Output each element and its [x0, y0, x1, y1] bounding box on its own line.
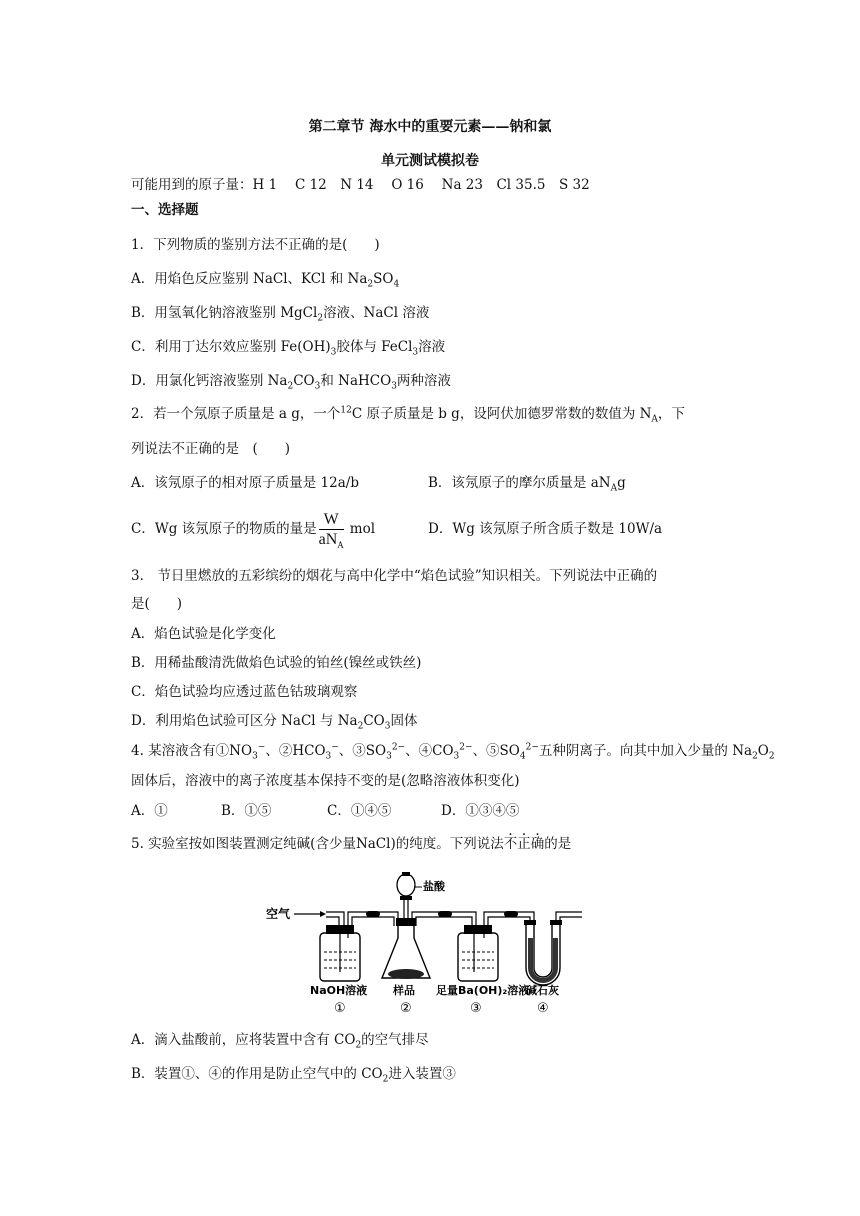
air-label: 空气: [266, 907, 291, 921]
num-4: ④: [537, 1001, 549, 1016]
q1-stem: 1．下列物质的鉴别方法不正确的是( ): [131, 237, 380, 253]
q1-option-c: C．利用丁达尔效应鉴别 $Fe(OH)_3$胶体与 FeCl$_3$溶液: [131, 339, 446, 358]
q2-option-c: C．Wg 该氖原子的物质的量是 $\frac{W}{aN_A}$ mol: [131, 511, 376, 551]
q4-option-c: C．①④⑤: [327, 803, 392, 819]
q4-stem-line1: 4. 某溶液含有$①NO_3^-$、$②HCO_3^-$、$③SO_3^{2-}$、$④CO_3^{2-}$、$⑤SO_4^{2-}$五种阴离子。向其中加入少量的 $Na_2O_2$: [131, 742, 775, 762]
fraction: $\frac{W}{aN_A}$: [318, 511, 344, 551]
q4-option-b: B．①⑤: [221, 803, 272, 819]
q2-option-b: B．该氖原子的摩尔质量是 $aN_Ag$: [428, 475, 626, 494]
q1-option-a: A．用焰色反应鉴别 NaCl、KCl 和 $Na_2SO_4$: [131, 271, 400, 290]
q3-stem-line1: 3． 节日里燃放的五彩缤纷的烟花与高中化学中“焰色试验”知识相关。下列说法中正确的: [131, 568, 658, 584]
q2-option-d: D．Wg 该氖原子所含质子数是 10W/a: [428, 521, 663, 537]
q3-option-a: A．焰色试验是化学变化: [131, 626, 276, 642]
q3-option-c: C．焰色试验均应透过蓝色钴玻璃观察: [131, 684, 358, 700]
hcl-label: 盐酸: [423, 880, 445, 893]
emphasis-char: 不: [503, 836, 518, 852]
q4-stem-line2: 固体后，溶液中的离子浓度基本保持不变的是(忽略溶液体积变化): [131, 773, 520, 789]
q2-option-a: A．该氖原子的相对原子质量是 12a/b: [131, 475, 359, 491]
atomic-masses: 可能用到的原子量：H 1 C 12 N 14 O 16 Na 23 Cl 35.5 S 32: [131, 177, 590, 193]
q3-option-b: B．用稀盐酸清洗做焰色试验的铂丝(镍丝或铁丝): [131, 655, 422, 671]
label-baoh2: 足量Ba(OH)₂溶液: [436, 984, 530, 997]
q3-option-d: D．利用焰色试验可区分 NaCl 与 $Na_2CO_3$固体: [131, 713, 418, 732]
num-2: ②: [400, 1001, 412, 1016]
q4-option-d: D．①③④⑤: [441, 803, 520, 819]
q3-stem-line2: 是( ): [131, 596, 183, 612]
label-soda-lime: 碱石灰: [526, 984, 559, 997]
emphasis-char: 确: [530, 836, 545, 852]
u-tube-soda-lime: [524, 920, 562, 985]
q5-option-b: B．装置①、④的作用是防止空气中的 $CO_2$进入装置③: [131, 1066, 456, 1085]
section-heading: 一、选择题: [131, 202, 199, 218]
bottle-naoh: [320, 925, 360, 981]
q2-stem-line1: 2．若一个氖原子质量是 a g，一个$^{12}$C 原子质量是 b g，设阿伏加德罗常数的数值为 $N_A$，下: [131, 405, 685, 425]
q1-option-b: B．用氢氧化钠溶液鉴别 MgCl$_2$溶液、NaCl 溶液: [131, 305, 430, 324]
bottle-baoh2: [458, 925, 498, 981]
q2-stem-line2: 列说法不正确的是 ( ): [131, 441, 291, 457]
flask-sample: [382, 918, 430, 979]
q5-stem: 5. 实验室按如图装置测定纯碱(含少量NaCl)的纯度。下列说法不正确的是: [131, 836, 572, 852]
q1-option-d: D．用氯化钙溶液鉴别 $Na_2CO_3$和 NaHCO$_3$两种溶液: [131, 373, 451, 392]
page-title: 第二章节 海水中的重要元素——钠和氯: [308, 119, 552, 135]
emphasis-char: 正: [517, 836, 531, 852]
label-sample: 样品: [393, 984, 415, 997]
label-naoh: NaOH溶液: [310, 984, 368, 997]
q4-option-a: A．①: [131, 803, 168, 819]
apparatus-figure: [262, 868, 592, 1018]
num-3: ③: [470, 1001, 482, 1016]
page-subtitle: 单元测试模拟卷: [381, 153, 479, 169]
q5-option-a: A．滴入盐酸前，应将装置中含有 $CO_2$的空气排尽: [131, 1032, 429, 1051]
num-1: ①: [334, 1001, 346, 1016]
